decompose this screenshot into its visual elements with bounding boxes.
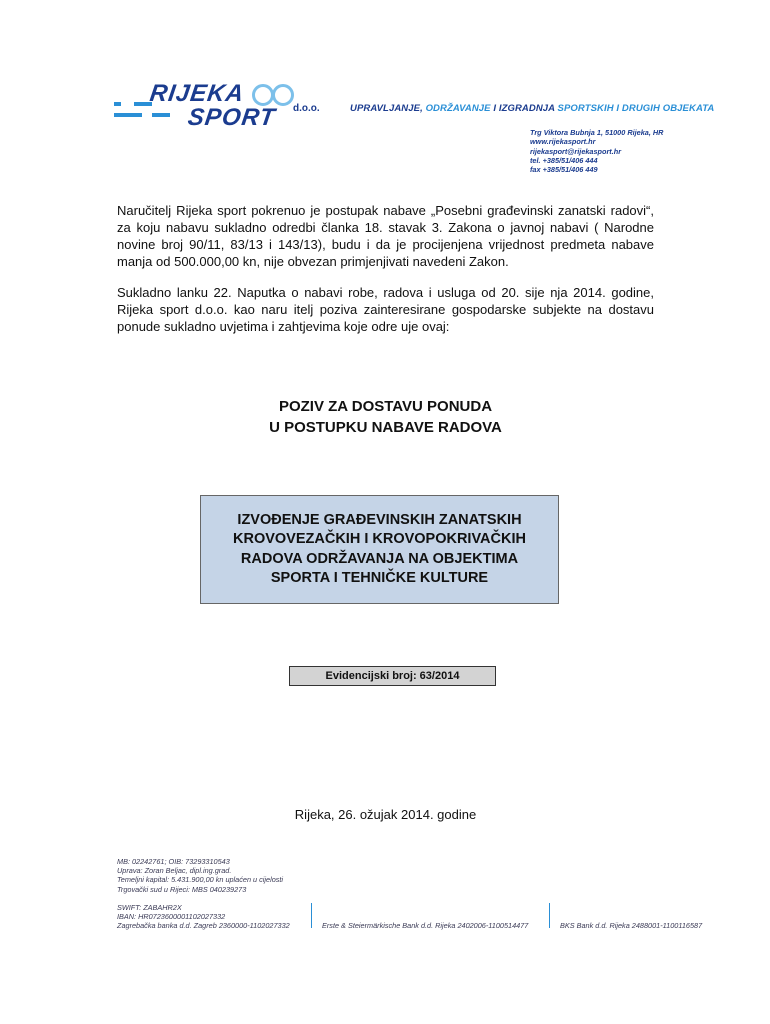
- website-link[interactable]: www.rijekasport.hr: [530, 137, 596, 147]
- tagline-part3: I IZGRADNJA: [490, 103, 558, 114]
- logo-dash: [114, 102, 121, 106]
- intro-paragraph: Naručitelj Rijeka sport pokrenuo je postupak nabave „Posebni građevinski zanatski radovi“, za koju nabavu sukladno odredbi članka 18. stavak 3. Zakona o javnoj nabavi ( Narodne novine broj 90/11, 83/13 i 143/13), budu i da je procijenjena vrijednost predmeta nabave manja od 500.000,00 kn, nije obvezan primjenjivati navedeni Zakon.: [117, 203, 654, 269]
- logo-word-top: RIJEKA: [148, 80, 246, 107]
- footer-line: Trgovački sud u Rijeci: MBS 040239273: [117, 884, 247, 894]
- evidence-number-box: Evidencijski broj: 63/2014: [289, 666, 496, 686]
- tagline-part1: UPRAVLJANJE,: [350, 103, 426, 114]
- footer-bank-bks: BKS Bank d.d. Rijeka 2488001-1100116587: [560, 921, 703, 930]
- title-line: IZVOĐENJE GRAĐEVINSKIH ZANATSKIH: [237, 511, 522, 528]
- footer-line: Zagrebačka banka d.d. Zagreb 2360000-1102027332: [117, 921, 290, 931]
- footer-line: Temeljni kapital: 5.431.900,00 kn uplaćen u cijelosti: [117, 875, 284, 885]
- subject-title-box: [200, 495, 559, 604]
- document-heading: [117, 396, 654, 438]
- footer-line: Uprava: Zoran Beljac, dipl.ing.grad.: [117, 866, 232, 876]
- logo-ring: [272, 84, 294, 106]
- invitation-paragraph: Sukladno lanku 22. Naputka o nabavi robe, radova i usluga od 20. sije nja 2014. godine, Rijeka sport d.o.o. kao naru itelj poziva zainteresirane gospodarske subjekte na dostavu ponude sukladno uvjetima i zahtjevima koje odre uje ovaj:: [117, 285, 654, 334]
- footer-line: MB: 02242761; OIB: 73293310543: [117, 857, 230, 866]
- tagline-part2: ODRŽAVANJE: [425, 103, 491, 114]
- company-tagline: [350, 103, 714, 114]
- phone-line: tel. +385/51/406 444: [530, 155, 598, 165]
- footer-line: IBAN: HR0723600001102027332: [117, 912, 226, 922]
- logo-word-bottom: SPORT: [186, 104, 278, 131]
- footer-divider: [311, 903, 312, 928]
- footer-bank-erste: Erste & Steiermärkische Bank d.d. Rijeka 2402006-1100514477: [322, 921, 529, 930]
- footer-divider: [549, 903, 550, 928]
- company-logo: [112, 80, 322, 132]
- fax-line: fax +385/51/406 449: [530, 165, 598, 175]
- footer-bank-info: [117, 903, 290, 931]
- document-date: Rijeka, 26. ožujak 2014. godine: [294, 807, 477, 822]
- tagline-part4: SPORTSKIH I DRUGIH OBJEKATA: [557, 103, 715, 114]
- footer-company-info: [117, 857, 283, 894]
- heading-line: U POSTUPKU NABAVE RADOVA: [269, 419, 502, 436]
- logo-dash: [152, 113, 170, 117]
- footer-line: SWIFT: ZABAHR2X: [117, 903, 182, 912]
- email-link[interactable]: rijekasport@rijekasport.hr: [530, 146, 622, 156]
- title-line: KROVOVEZAČKIH I KROVOPOKRIVAČKIH: [233, 531, 526, 547]
- address-line: Trg Viktora Bubnja 1, 51000 Rijeka, HR: [530, 128, 664, 137]
- title-line: RADOVA ODRŽAVANJA NA OBJEKTIMA: [240, 550, 519, 567]
- title-line: SPORTA I TEHNIČKE KULTURE: [270, 570, 489, 586]
- logo-dash: [114, 113, 142, 117]
- heading-line: POZIV ZA DOSTAVU PONUDA: [278, 398, 493, 415]
- logo-ring: [252, 84, 274, 106]
- company-address: [530, 128, 663, 174]
- logo-suffix: d.o.o.: [293, 103, 320, 114]
